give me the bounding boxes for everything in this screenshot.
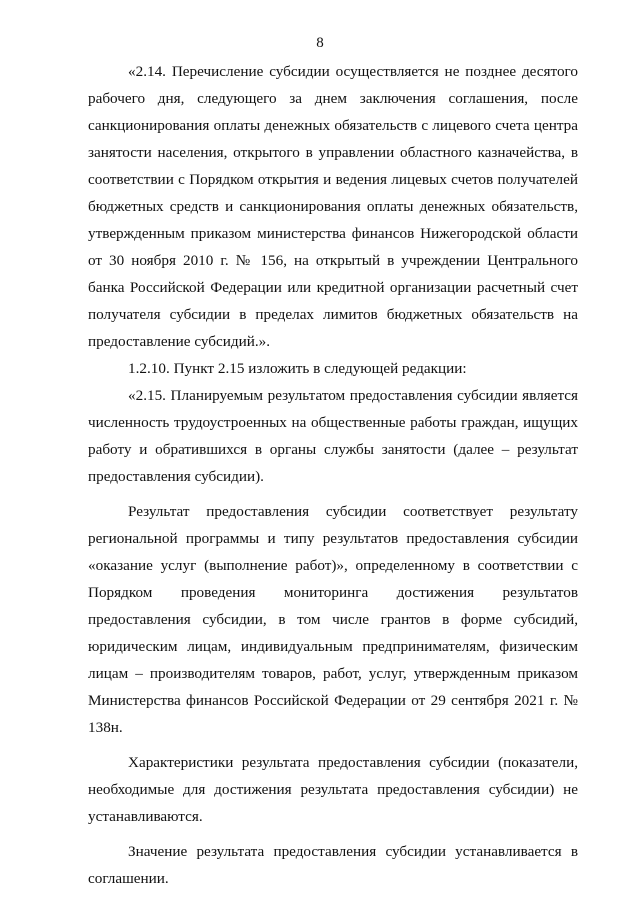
page-number: 8 bbox=[316, 35, 324, 51]
paragraph-2-14: «2.14. Перечисление субсидии осуществляется не позднее десятого рабочего дня, следующего за днем заключения соглашения, после санкционирования оплаты денежных обязательств с лицевого счета центра занятости населения, открытого в управлении областного казначейства, в соответствии с Порядком открытия и ведения лицевых счетов получателей бюджетных средств и санкционирования оплаты денежных обязательств, утвержденным приказом министерства финансов Нижегородской области от 30 ноября 2010 г. № 156, на открытый в учреждении Центрального банка Российской Федерации или кредитной организации расчетный счет получателя субсидии в пределах лимитов бюджетных обязательств на предоставление субсидий.». bbox=[88, 63, 578, 350]
document-body bbox=[88, 58, 578, 892]
paragraph-1-2-10: 1.2.10. Пункт 2.15 изложить в следующей редакции: bbox=[128, 360, 467, 377]
paragraph-result-type: Результат предоставления субсидии соответствует результату региональной программы и типу результатов предоставления субсидии «оказание услуг (выполнение работ)», определенному в соответствии с Порядком проведения мониторинга достижения результатов предоставления субсидии, в том числе грантов в форме субсидий, юридическим лицам, индивидуальным предпринимателям, физическим лицам – производителям товаров, работ, услуг, утвержденным приказом Министерства финансов Российской Федерации от 29 сентября 2021 г. № 138н. bbox=[88, 503, 578, 736]
paragraph-2-15: «2.15. Планируемым результатом предоставления субсидии является численность трудоустроенных на общественные работы граждан, ищущих работу и обратившихся в органы службы занятости (далее – результат предоставления субсидии). bbox=[88, 387, 578, 485]
paragraph-result-characteristics: Характеристики результата предоставления субсидии (показатели, необходимые для достижения результата предоставления субсидии) не устанавливаются. bbox=[88, 754, 578, 825]
paragraph-result-value: Значение результата предоставления субсидии устанавливается в соглашении. bbox=[88, 843, 578, 887]
